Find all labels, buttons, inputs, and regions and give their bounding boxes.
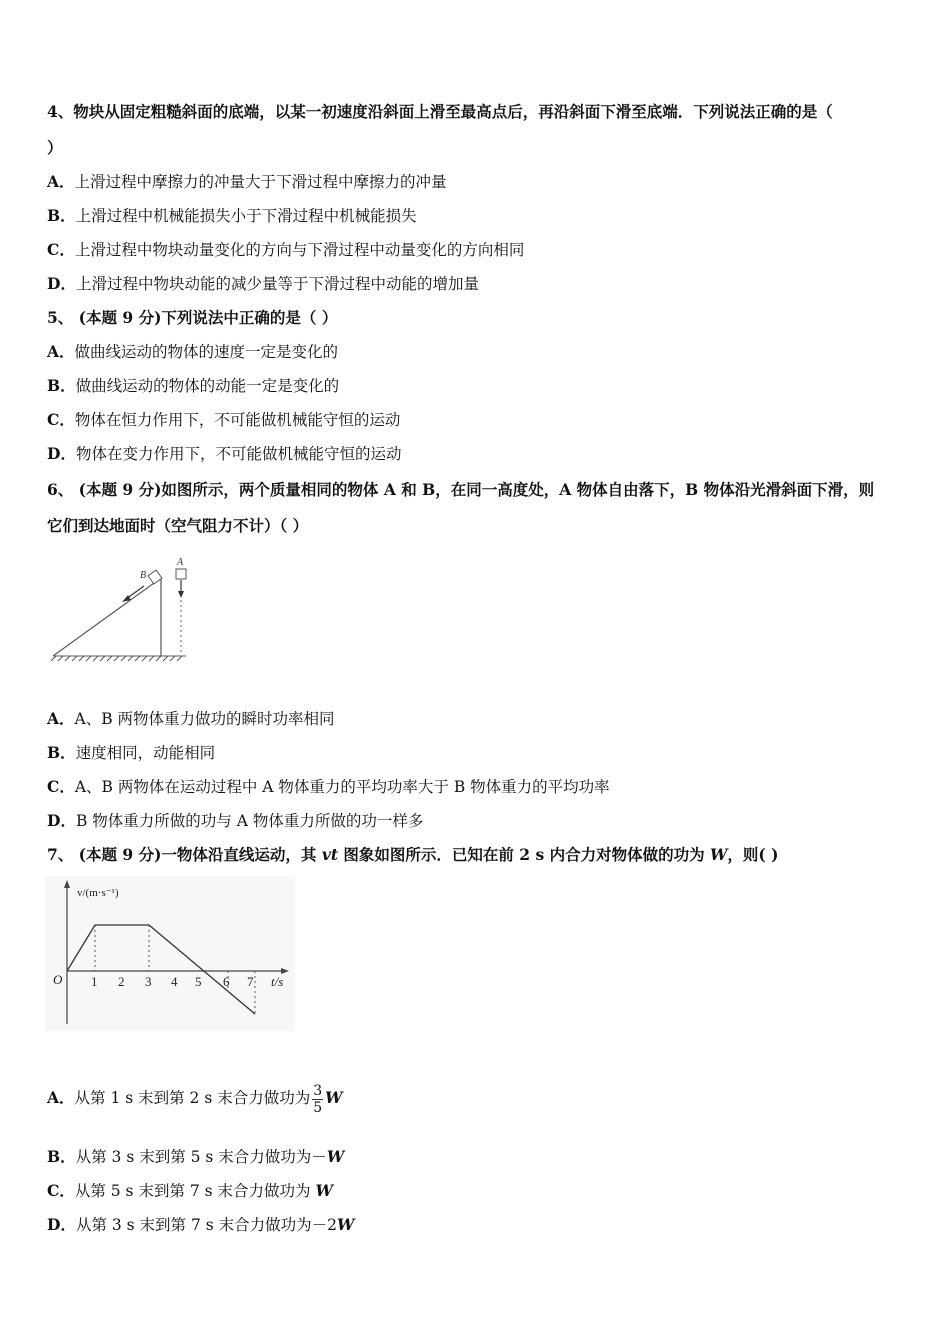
q4-option-a: A．上滑过程中摩擦力的冲量大于下滑过程中摩擦力的冲量 xyxy=(47,172,447,191)
q5-option-d: D．物体在变力作用下，不可能做机械能守恒的运动 xyxy=(47,444,402,463)
vt-graph xyxy=(45,876,295,1031)
arrow-a-icon xyxy=(178,591,184,598)
q6-option-a: A．A、B 两物体重力做功的瞬时功率相同 xyxy=(47,709,335,728)
incline-figure xyxy=(48,553,193,663)
q7-option-d: D．从第 3 s 末到第 7 s 末合力做功为－2W xyxy=(47,1215,355,1234)
fraction-3-5: $\frac{3}{5}$ xyxy=(313,1082,323,1116)
q7-option-a: A．从第 1 s 末到第 2 s 末合力做功为 $\frac{3}{5}$ W xyxy=(47,1082,343,1116)
q5-stem: 5、 (本题 9 分)下列说法中正确的是（ ） xyxy=(47,308,338,327)
tick-6: 6 xyxy=(223,974,230,989)
q5-option-c: C．物体在恒力作用下，不可能做机械能守恒的运动 xyxy=(47,410,401,429)
q4-option-c: C．上滑过程中物块动量变化的方向与下滑过程中动量变化的方向相同 xyxy=(47,240,525,259)
q4-stem-line1: 4、物块从固定粗糙斜面的底端，以某一初速度沿斜面上滑至最高点后，再沿斜面下滑至底端．下列说法正确的是（ xyxy=(47,102,833,121)
tick-2: 2 xyxy=(118,974,125,989)
block-b xyxy=(148,570,162,584)
tick-5: 5 xyxy=(195,974,202,989)
q6-stem-line2: 它们到达地面时（空气阻力不计）（ ） xyxy=(47,516,309,535)
tick-4: 4 xyxy=(171,974,178,989)
q4-option-d: D．上滑过程中物块动能的减少量等于下滑过程中动能的增加量 xyxy=(47,274,479,293)
q6-option-d: D．B 物体重力所做的功与 A 物体重力所做的功一样多 xyxy=(47,811,424,830)
q6-stem-line1: 6、 (本题 9 分)如图所示，两个质量相同的物体 A 和 B，在同一高度处，A 物体自由落下，B 物体沿光滑斜面下滑，则 xyxy=(47,480,875,499)
origin-label: O xyxy=(53,972,63,987)
tick-1: 1 xyxy=(91,974,98,989)
q4-stem-line2: ） xyxy=(47,138,63,157)
q4-option-b: B．上滑过程中机械能损失小于下滑过程中机械能损失 xyxy=(47,206,417,225)
q6-option-b: B．速度相同，动能相同 xyxy=(47,743,216,762)
incline-shape xyxy=(53,578,161,656)
q5-option-a: A．做曲线运动的物体的速度一定是变化的 xyxy=(47,342,339,361)
x-axis-label: t/s xyxy=(271,974,284,989)
q5-option-b: B．做曲线运动的物体的动能一定是变化的 xyxy=(47,376,340,395)
tick-7: 7 xyxy=(247,974,254,989)
label-b: B xyxy=(140,570,147,581)
label-a: A xyxy=(177,557,184,568)
q7-option-b: B．从第 3 s 末到第 5 s 末合力做功为－W xyxy=(47,1147,345,1166)
y-axis-label: v/(m·s⁻¹) xyxy=(77,887,119,899)
q7-stem: 7、 (本题 9 分)一物体沿直线运动，其 vt 图象如图所示．已知在前 2 s 内合力对物体做的功为 W，则( ) xyxy=(47,845,779,864)
q7-option-c: C．从第 5 s 末到第 7 s 末合力做功为 W xyxy=(47,1181,333,1200)
block-a xyxy=(176,569,186,579)
q6-option-c: C．A、B 两物体在运动过程中 A 物体重力的平均功率大于 B 物体重力的平均功率 xyxy=(47,777,610,796)
tick-3: 3 xyxy=(145,974,152,989)
